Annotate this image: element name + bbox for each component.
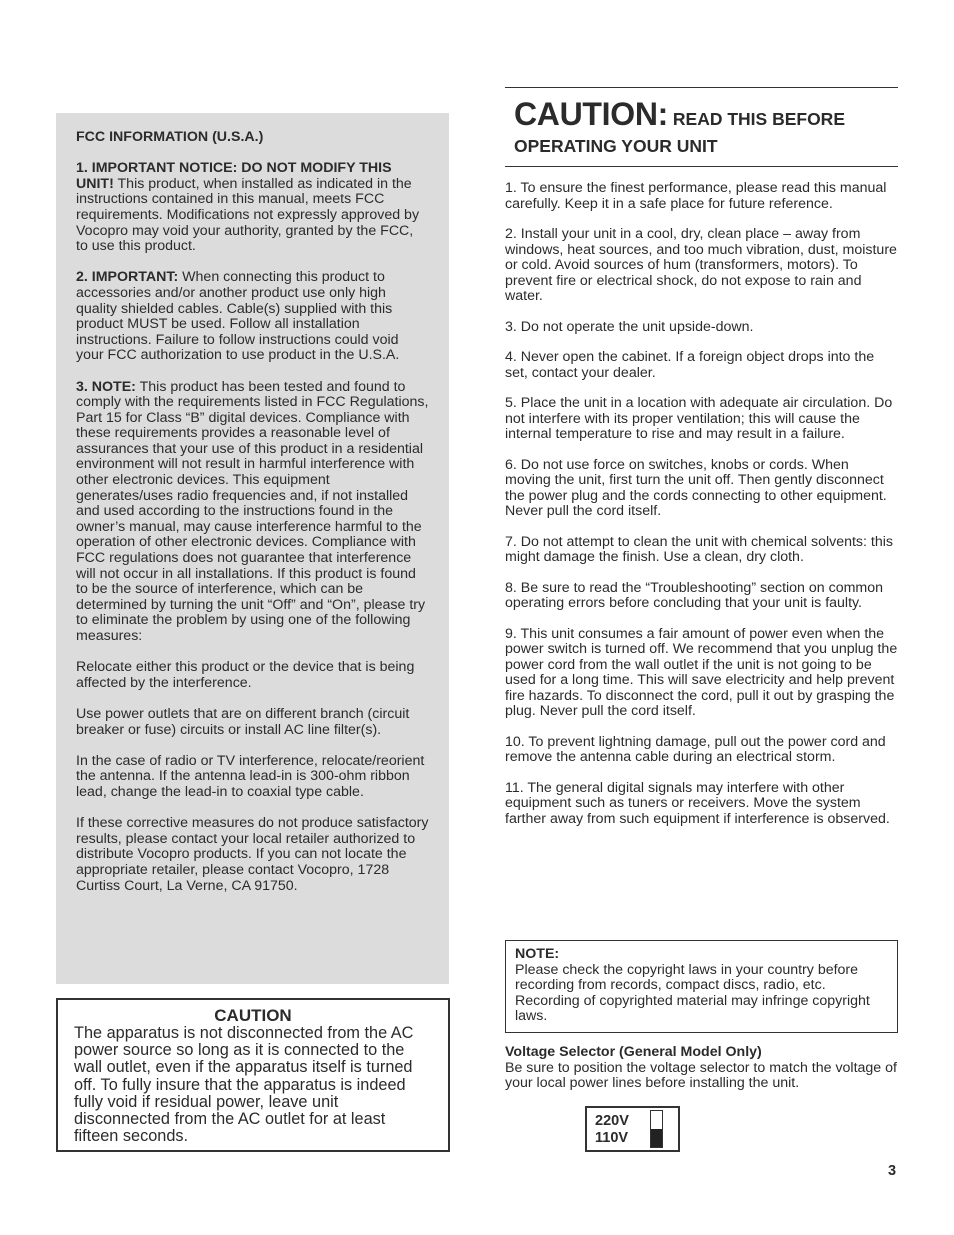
caution-box-title: CAUTION [214, 1006, 292, 1025]
heading-bottom-rule [505, 166, 898, 167]
caution-box [56, 998, 450, 1152]
list-item: 9. This unit consumes a fair amount of power even when the power switch is turned off. We recommend that you unplug the power cord from the wall outlet if the unit is not going to be used for a long time. This will save electricity and help prevent fire hazards. To disconnect the cord, pull it out by grasping the plug. Never pull the cord itself. [505, 625, 898, 719]
fcc-p2-text: When connecting this product to accessories and/or another product use only high quality shielded cables. Cable(s) supplied with this product MUST be used. Follow all installation instructions. Failure to follow instructions could void your FCC authorization to use product in the U.S.A. [76, 269, 400, 364]
fcc-p2-heading: 2. IMPORTANT: [76, 269, 179, 286]
voltage-selector-text: Be sure to position the voltage selector to match the voltage of your local power lines before installing the unit. [505, 1059, 897, 1091]
fcc-paragraph-6: In the case of radio or TV interference, relocate/reorient the antenna. If the antenna lead-in is 300-ohm ribbon lead, change the lead-in to coaxial type cable. [76, 752, 425, 800]
caution-list [505, 181, 898, 842]
top-rule [505, 87, 898, 88]
voltage-selector-section [505, 1045, 898, 1092]
switch-knob [651, 1129, 662, 1147]
note-text: Please check the copyright laws in your country before recording from records, compact discs, radio, etc. Recording of copyrighted material may infringe copyright laws. [515, 961, 870, 1024]
voltage-label-220: 220V [595, 1113, 629, 1129]
switch-slot [650, 1110, 663, 1148]
note-title: NOTE: [515, 946, 560, 962]
caution-heading-line1: READ THIS BEFORE [668, 109, 845, 129]
list-item: 2. Install your unit in a cool, dry, clean place – away from windows, heat sources, and too much vibration, dust, moisture or cold. Avoid sources of hum (transformers, motors). To prevent fire or electrical shock, do not expose to rain and water. [505, 226, 897, 304]
fcc-paragraph-3 [76, 380, 429, 645]
note-box [505, 940, 898, 1033]
fcc-paragraph-4: Relocate either this product or the device that is being affected by the interference. [76, 659, 415, 691]
voltage-label-110: 110V [595, 1130, 629, 1146]
list-item: 10. To prevent lightning damage, pull out the power cord and remove the antenna cable during an electrical storm. [505, 733, 886, 765]
fcc-p1-text: This product, when installed as indicated in the instructions contained in this manual, meets FCC requirements. Modifications not expressly approved by Vocopro may void your authority, granted by the FCC, to use this product. [76, 175, 420, 255]
list-item: 3. Do not operate the unit upside-down. [505, 318, 754, 335]
list-item: 4. Never open the cabinet. If a foreign object drops into the set, contact your dealer. [505, 349, 875, 381]
list-item: 7. Do not attempt to clean the unit with chemical solvents: this might damage the finish. Use a clean, dry cloth. [505, 533, 893, 565]
voltage-switch-diagram [585, 1106, 680, 1152]
fcc-p3-heading: 3. NOTE: [76, 378, 136, 395]
fcc-p3-text: This product has been tested and found to comply with the requirements listed in FCC Regulations, Part 15 for Class “B” digital devices. Compliance with these requirements provides a reasonable level of assurances that your use of this product in a residential environment will not result in harmful interference with other electronic devices. This equipment generates/uses radio frequencies and, if not installed and used according to the instructions found in the owner’s manual, may cause interference harmful to the operation of other electronic devices. Compliance with FCC regulations does not guarantee that interference will not occur in all installations. If this product is found to be the source of interference, which can be determined by turning the unit “Off” and “On”, please try to eliminate the problem by using one of the following measures: [76, 378, 429, 644]
list-item: 8. Be sure to read the “Troubleshooting” section on common operating errors before concluding that your unit is faulty. [505, 579, 884, 611]
fcc-paragraph-5: Use power outlets that are on different branch (circuit breaker or fuse) circuits or install AC line filter(s). [76, 705, 410, 738]
fcc-paragraph-2 [76, 270, 429, 364]
fcc-title: FCC INFORMATION (U.S.A.) [76, 129, 264, 145]
fcc-p1-heading: 1. IMPORTANT NOTICE: DO NOT MODIFY THIS UNIT! [76, 160, 392, 192]
voltage-selector-title: Voltage Selector (General Model Only) [505, 1044, 762, 1060]
fcc-information-box [56, 113, 449, 984]
caution-heading [514, 96, 898, 157]
list-item: 1. To ensure the finest performance, please read this manual carefully. Keep it in a safe place for future reference. [505, 180, 887, 212]
caution-box-text: The apparatus is not disconnected from the AC power source so long as it is connected to the wall outlet, even if the apparatus itself is turned off. To fully insure that the apparatus is indeed fully void if residual power, leave unit disconnected from the AC outlet for at least fifteen seconds. [74, 1024, 414, 1146]
fcc-paragraph-7: If these corrective measures do not produce satisfactory results, please contact your local retailer authorized to distribute Vocopro products. If you can not locate the appropriate retailer, please contact Vocopro, 1728 Curtiss Court, La Verne, CA 91750. [76, 815, 429, 894]
caution-heading-big: CAUTION: [514, 96, 669, 132]
list-item: 5. Place the unit in a location with adequate air circulation. Do not interfere with its proper ventilation; this will cause the internal temperature to rise and may result in a failure. [505, 395, 893, 442]
caution-heading-line2: OPERATING YOUR UNIT [514, 136, 718, 156]
list-item: 11. The general digital signals may interfere with other equipment such as tuners or receivers. Move the system farther away from such equipment if interference is observed. [505, 779, 890, 827]
fcc-paragraph-1 [76, 161, 429, 255]
page-number: 3 [888, 1163, 897, 1179]
list-item: 6. Do not use force on switches, knobs or cords. When moving the unit, first turn the unit off. Then gently disconnect the power plug and the cords connecting to other equipment. Never pull the cord itself. [505, 456, 887, 519]
